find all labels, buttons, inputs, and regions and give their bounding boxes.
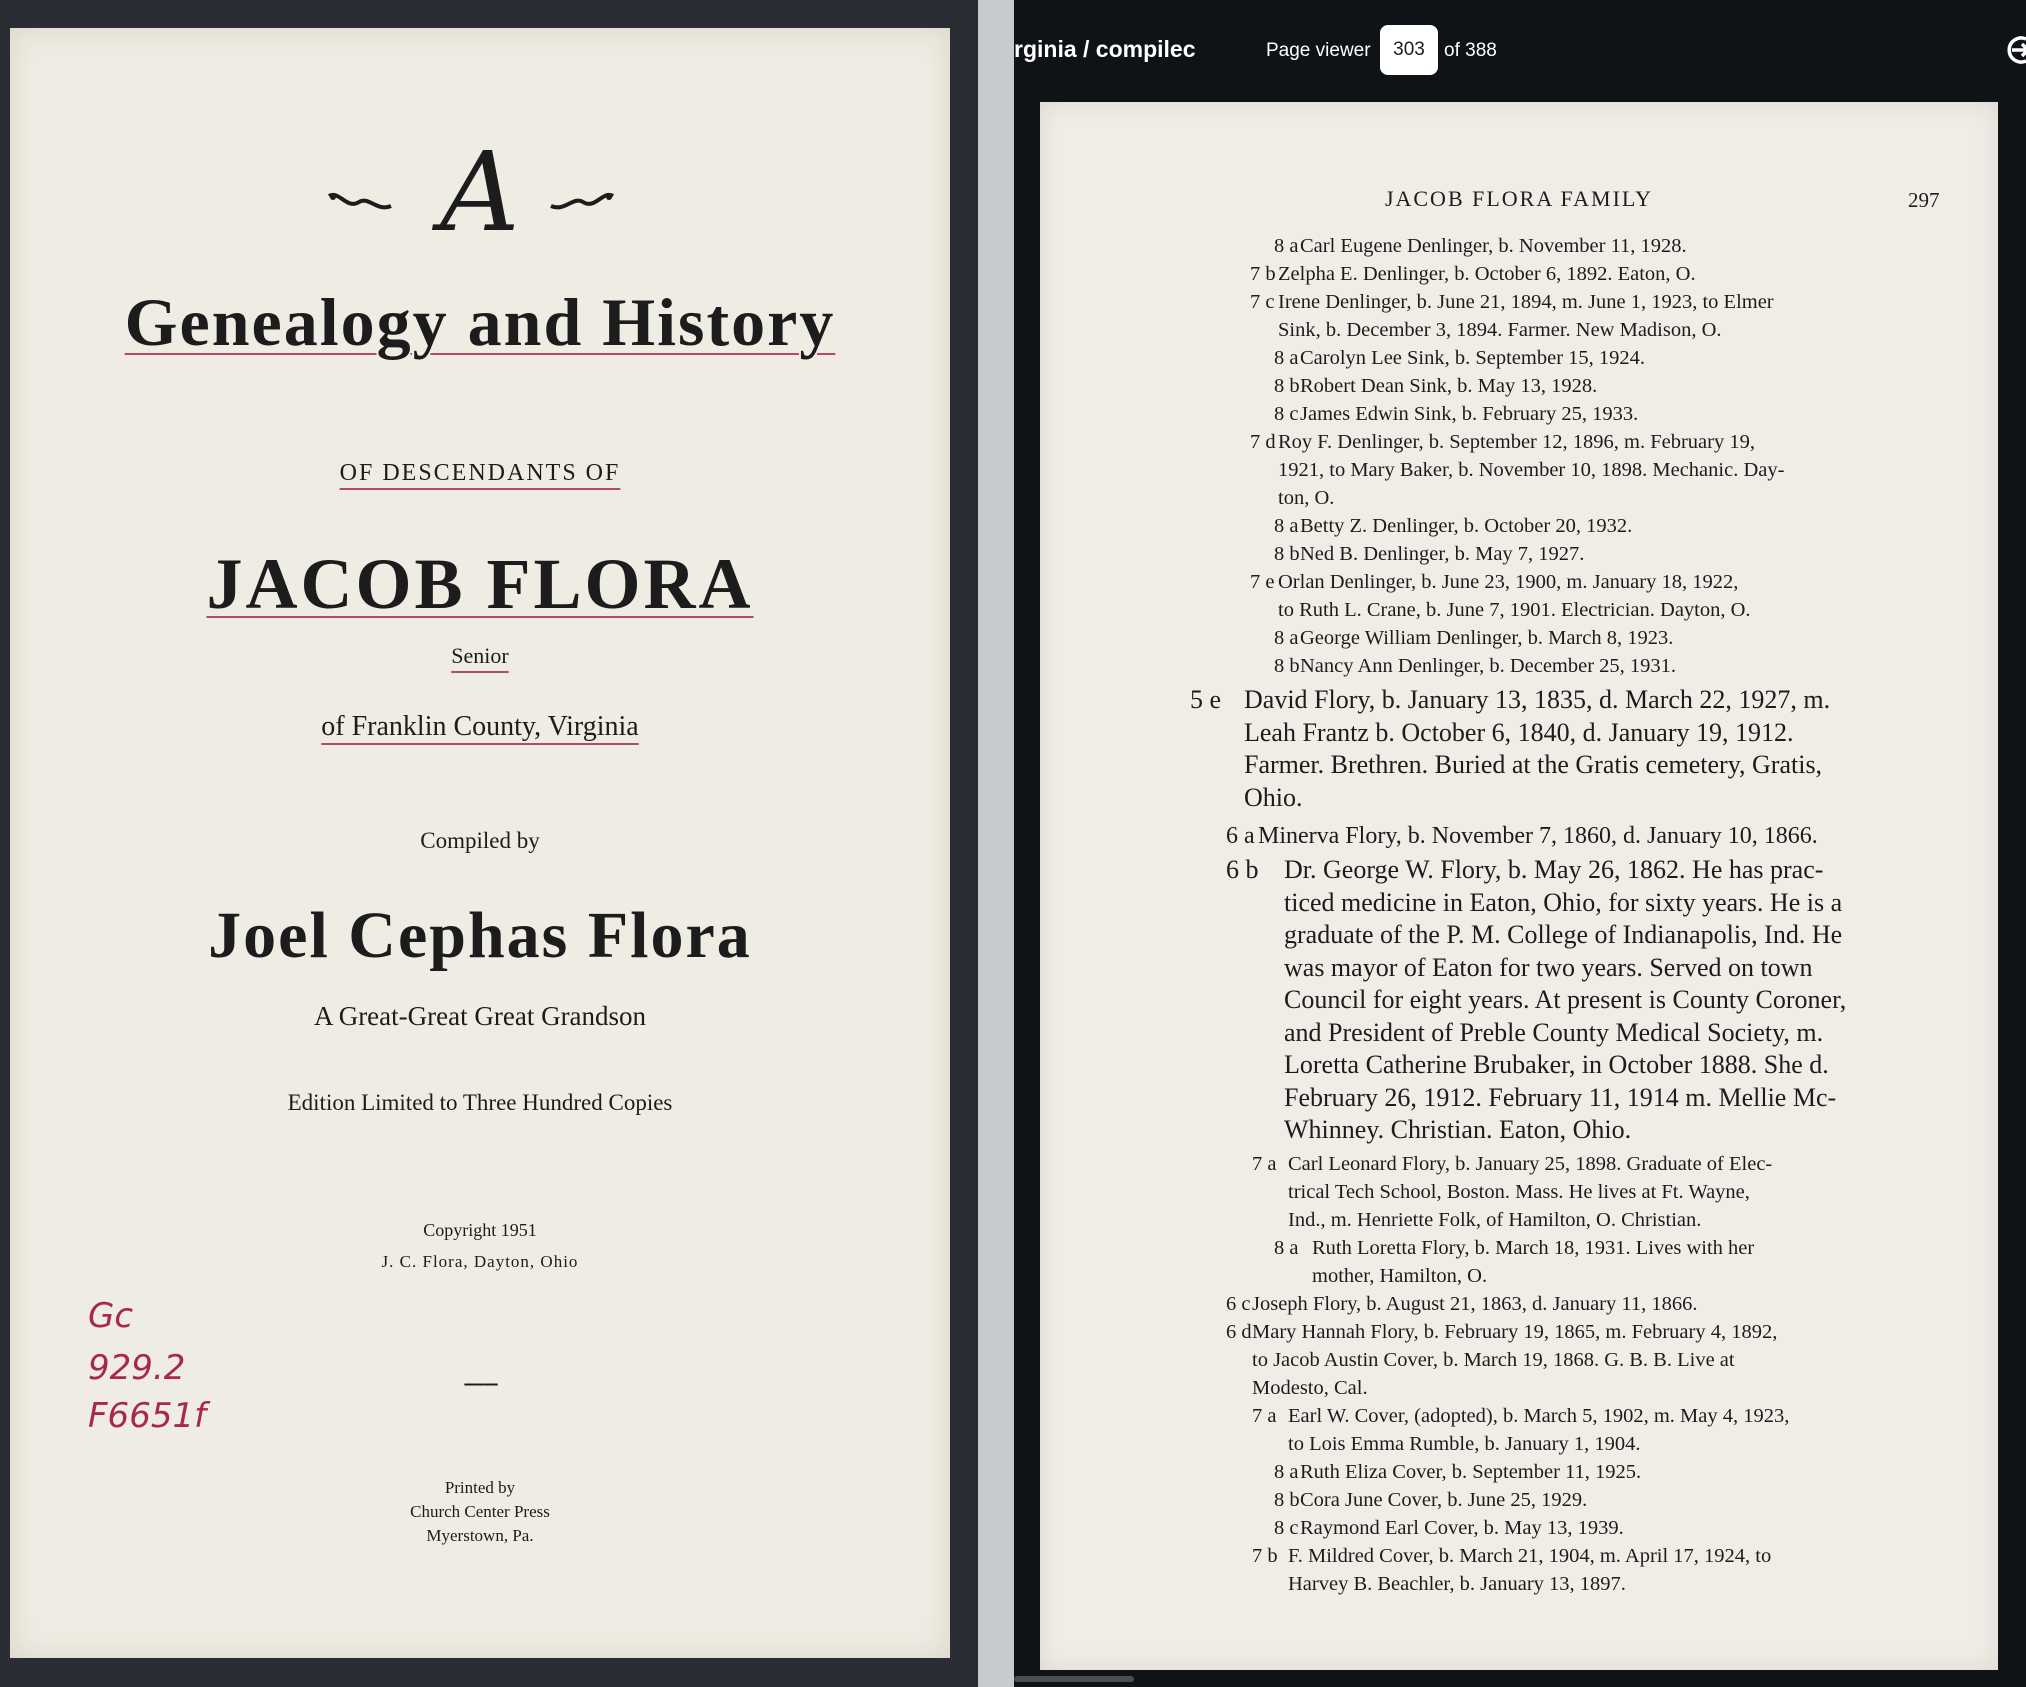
separator-dash: ----- (463, 1368, 497, 1397)
page-number-input[interactable] (1380, 25, 1438, 75)
compiler-name-text: Joel Cephas Flora (208, 899, 752, 972)
location-text: of Franklin County, Virginia (321, 711, 639, 742)
entry-text: Minerva Flory, b. November 7, 1860, d. January 10, 1866. (1258, 823, 1818, 849)
genealogy-entry (1250, 428, 1903, 512)
genealogy-entry (1226, 820, 1898, 853)
book-title-text: Genealogy and History (124, 284, 836, 360)
entry-label: 8 b (1274, 655, 1300, 677)
genealogy-entry (1274, 1458, 1820, 1486)
entry-label: 7 c (1250, 291, 1275, 313)
genealogy-entry (1274, 400, 1820, 428)
genealogy-entry (1250, 260, 1838, 288)
entry-text: Ned B. Denlinger, b. May 7, 1927. (1300, 543, 1585, 565)
entry-text: George William Denlinger, b. March 8, 1923. (1300, 627, 1674, 649)
scanned-page (1040, 102, 1998, 1670)
entry-text: Carl Leonard Flory, b. January 25, 1898. Graduate of Elec- trical Tech School, Boston. Mass. He lives at Ft. Wayne, Ind., m. Henriette Folk, of Hamilton, O. Christian. (1288, 1153, 1773, 1231)
entry-label: 8 a (1274, 1237, 1299, 1259)
entry-label: 7 a (1252, 1405, 1277, 1427)
location-line (10, 711, 950, 743)
entry-text: Mary Hannah Flory, b. February 19, 1865, m. February 4, 1892, to Jacob Austin Cover, b. March 19, 1868. G. B. B. Live at Modesto, Cal. (1252, 1321, 1778, 1399)
genealogy-entry (1274, 1514, 1820, 1542)
genealogy-entry (1252, 1402, 1910, 1458)
entry-text: Carolyn Lee Sink, b. September 15, 1924. (1300, 347, 1646, 369)
entry-text: Irene Denlinger, b. June 21, 1894, m. June 1, 1923, to Elmer Sink, b. December 3, 1894. Farmer. New Madison, O. (1278, 291, 1774, 341)
senior-label (10, 643, 950, 669)
book-title (10, 283, 950, 362)
entry-text: Betty Z. Denlinger, b. October 20, 1932. (1300, 515, 1633, 537)
entry-text: Nancy Ann Denlinger, b. December 25, 1931. (1300, 655, 1677, 677)
entry-label: 7 b (1250, 263, 1276, 285)
left-scan-frame (0, 0, 978, 1687)
entry-text: Robert Dean Sink, b. May 13, 1928. (1300, 375, 1598, 397)
genealogy-entry (1252, 1150, 1908, 1234)
entry-text: Roy F. Denlinger, b. September 12, 1896, m. February 19, 1921, to Mary Baker, b. November 10, 1898. Mechanic. Day- ton, O. (1278, 431, 1785, 509)
genealogy-entry (1274, 1486, 1820, 1514)
call-number-line-2: 929.2 (88, 1348, 186, 1388)
of-descendants-line (10, 460, 950, 487)
entry-label: 8 a (1274, 627, 1299, 649)
entry-text: James Edwin Sink, b. February 25, 1933. (1300, 403, 1639, 425)
exit-icon (1998, 34, 2026, 66)
entry-text: Earl W. Cover, (adopted), b. March 5, 1902, m. May 4, 1923, to Lois Emma Rumble, b. January 1, 1904. (1288, 1405, 1790, 1455)
genealogy-entry (1274, 540, 1820, 568)
subject-name-text: JACOB FLORA (206, 544, 754, 624)
entry-text: Cora June Cover, b. June 25, 1929. (1300, 1489, 1588, 1511)
entry-label: 6 d (1226, 1321, 1252, 1343)
entry-text: Dr. George W. Flory, b. May 26, 1862. He has prac- ticed medicine in Eaton, Ohio, for sixty years. He is a graduate of the P. M. College of Indianapolis, Ind. He was mayor of Eaton for two years. Served on town Council for eight years. At present is County Coroner, and President of Preble County Medical Society, m. Loretta Catherine Brubaker, in October 1888. She d. February 26, 1912. February 11, 1914 m. Mellie Mc- Whinney. Christian. Eaton, Ohio. (1284, 855, 1847, 1144)
senior-text: Senior (451, 643, 509, 668)
edition-line: Edition Limited to Three Hundred Copies (287, 1090, 673, 1115)
printed-by-block: Printed by Church Center Press Myerstown, Pa. (410, 1478, 550, 1545)
entry-label: 6 c (1226, 1293, 1251, 1315)
compiled-by-label: Compiled by (420, 828, 540, 853)
entry-label: 8 c (1274, 1517, 1299, 1539)
genealogy-entry (1190, 684, 1914, 814)
entry-text: David Flory, b. January 13, 1835, d. March 22, 1927, m. Leah Frantz b. October 6, 1840, d. January 19, 1912. Farmer. Brethren. Buried at the Gratis cemetery, Gratis, Ohio. (1244, 685, 1831, 812)
screenshot-divider (978, 0, 1014, 1687)
genealogy-entry (1226, 854, 1924, 1147)
entry-label: 6 b (1226, 855, 1259, 884)
entry-label: 7 e (1250, 571, 1275, 593)
document-title[interactable]: rginia / compilec (1014, 36, 1196, 62)
entry-label: 8 c (1274, 403, 1299, 425)
genealogy-entry (1252, 1542, 1910, 1598)
genealogy-entry (1226, 1318, 1900, 1402)
exit-viewer-button[interactable] (1998, 34, 2026, 66)
title-page (10, 28, 950, 1658)
entry-label: 6 a (1226, 823, 1255, 849)
horizontal-scrollbar[interactable] (1014, 1676, 1134, 1682)
call-number-line-1: Gc (88, 1296, 134, 1336)
publisher-line: J. C. Flora, Dayton, Ohio (381, 1252, 579, 1271)
genealogy-entry (1250, 288, 1903, 344)
printed-page-number: 297 (1908, 188, 1940, 212)
relation-line: A Great-Great Great Grandson (313, 1001, 647, 1031)
entry-label: 8 a (1274, 515, 1299, 537)
entry-label: 7 b (1252, 1545, 1278, 1567)
entry-label: 7 d (1250, 431, 1276, 453)
genealogy-entry (1274, 344, 1820, 372)
entry-text: Zelpha E. Denlinger, b. October 6, 1892. Eaton, O. (1278, 263, 1696, 285)
subject-name (10, 543, 950, 626)
entry-label: 8 b (1274, 375, 1300, 397)
entry-label: 8 a (1274, 347, 1299, 369)
genealogy-entry (1226, 1290, 1812, 1318)
entry-text: Ruth Loretta Flory, b. March 18, 1931. Lives with her mother, Hamilton, O. (1312, 1237, 1755, 1287)
genealogy-entry (1274, 1234, 1912, 1290)
running-head: JACOB FLORA FAMILY (1384, 186, 1654, 211)
entry-text: F. Mildred Cover, b. March 21, 1904, m. April 17, 1924, to Harvey B. Beachler, b. January 13, 1897. (1288, 1545, 1772, 1595)
genealogy-entry (1274, 232, 1820, 260)
entry-label: 5 e (1190, 685, 1222, 714)
page-viewer (1014, 0, 2026, 1687)
entry-text: Raymond Earl Cover, b. May 13, 1939. (1300, 1517, 1624, 1539)
copyright-line: Copyright 1951 (423, 1220, 537, 1240)
entry-text: Ruth Eliza Cover, b. September 11, 1925. (1300, 1461, 1642, 1483)
entry-label: 8 a (1274, 1461, 1299, 1483)
genealogy-entry (1274, 652, 1820, 680)
flourish-right-icon (547, 188, 617, 216)
genealogy-entry (1250, 568, 1903, 624)
genealogy-entry (1274, 624, 1820, 652)
total-pages-label: of 388 (1444, 40, 1497, 61)
title-letter-a: A (440, 128, 520, 256)
entry-text: Carl Eugene Denlinger, b. November 11, 1928. (1300, 235, 1687, 257)
genealogy-entry (1274, 372, 1820, 400)
genealogy-entry (1274, 512, 1820, 540)
entry-text: Orlan Denlinger, b. June 23, 1900, m. January 18, 1922, to Ruth L. Crane, b. June 7, 1901. Electrician. Dayton, O. (1278, 571, 1751, 621)
entry-label: 8 b (1274, 543, 1300, 565)
compiler-name (10, 898, 950, 974)
of-descendants-text: OF DESCENDANTS OF (339, 460, 621, 486)
page-viewer-label: Page viewer (1266, 40, 1371, 61)
call-number-line-3: F6651f (88, 1396, 207, 1436)
entry-label: 8 b (1274, 1489, 1300, 1511)
entry-text: Joseph Flory, b. August 21, 1863, d. January 11, 1866. (1252, 1293, 1698, 1315)
entry-label: 8 a (1274, 235, 1299, 257)
viewer-toolbar (1014, 0, 2026, 100)
entry-label: 7 a (1252, 1153, 1277, 1175)
